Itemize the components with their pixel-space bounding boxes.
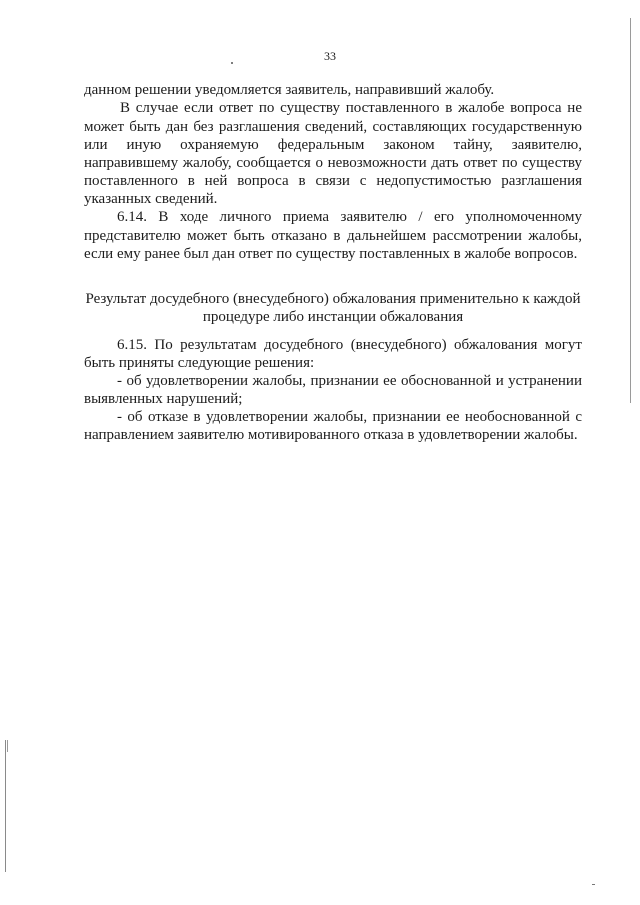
text-line: 6.15. По результатам досудебного (внесудебного) обжалования могут [117, 337, 582, 353]
list-item-line: направлением заявителю мотивированного отказа в удовлетворении жалобы. [84, 427, 578, 443]
scan-speck [231, 62, 233, 64]
page-number: 33 [324, 49, 336, 63]
text-line: может быть дан без разглашения сведений, составляющих государственную [84, 119, 582, 135]
text-line: 6.14. В ходе личного приема заявителю / его уполномоченному [117, 209, 582, 225]
list-item-line: - об отказе в удовлетворении жалобы, признании ее необоснованной с [117, 409, 582, 425]
scan-speck [592, 884, 595, 885]
section-heading-line: процедуре либо инстанции обжалования [202, 309, 464, 325]
text-line: данном решении уведомляется заявитель, направивший жалобу. [84, 82, 495, 98]
text-line: быть приняты следующие решения: [84, 355, 315, 371]
text-line: указанных сведений. [84, 191, 218, 207]
text-line: В случае если ответ по существу поставленного в жалобе вопроса не [120, 100, 582, 116]
text-line: представителю может быть отказано в дальнейшем рассмотрении жалобы, [84, 228, 582, 244]
section-heading-line: Результат досудебного (внесудебного) обжалования применительно к каждой [85, 291, 581, 307]
list-item-line: - об удовлетворении жалобы, признании ее обоснованной и устранении [117, 373, 582, 389]
text-line: или иную охраняемую федеральным законом тайну, заявителю, [84, 137, 582, 153]
text-line: если ему ранее был дан ответ по существу поставленных в жалобе вопросов. [84, 246, 578, 262]
text-line: направившему жалобу, сообщается о невозможности дать ответ по существу [84, 155, 582, 171]
scan-edge-line [7, 740, 8, 752]
text-line: поставленного в ней вопроса в связи с недопустимостью разглашения [84, 173, 582, 189]
scan-edge-line [630, 18, 631, 403]
list-item-line: выявленных нарушений; [84, 391, 243, 407]
scan-edge-line [5, 740, 6, 872]
